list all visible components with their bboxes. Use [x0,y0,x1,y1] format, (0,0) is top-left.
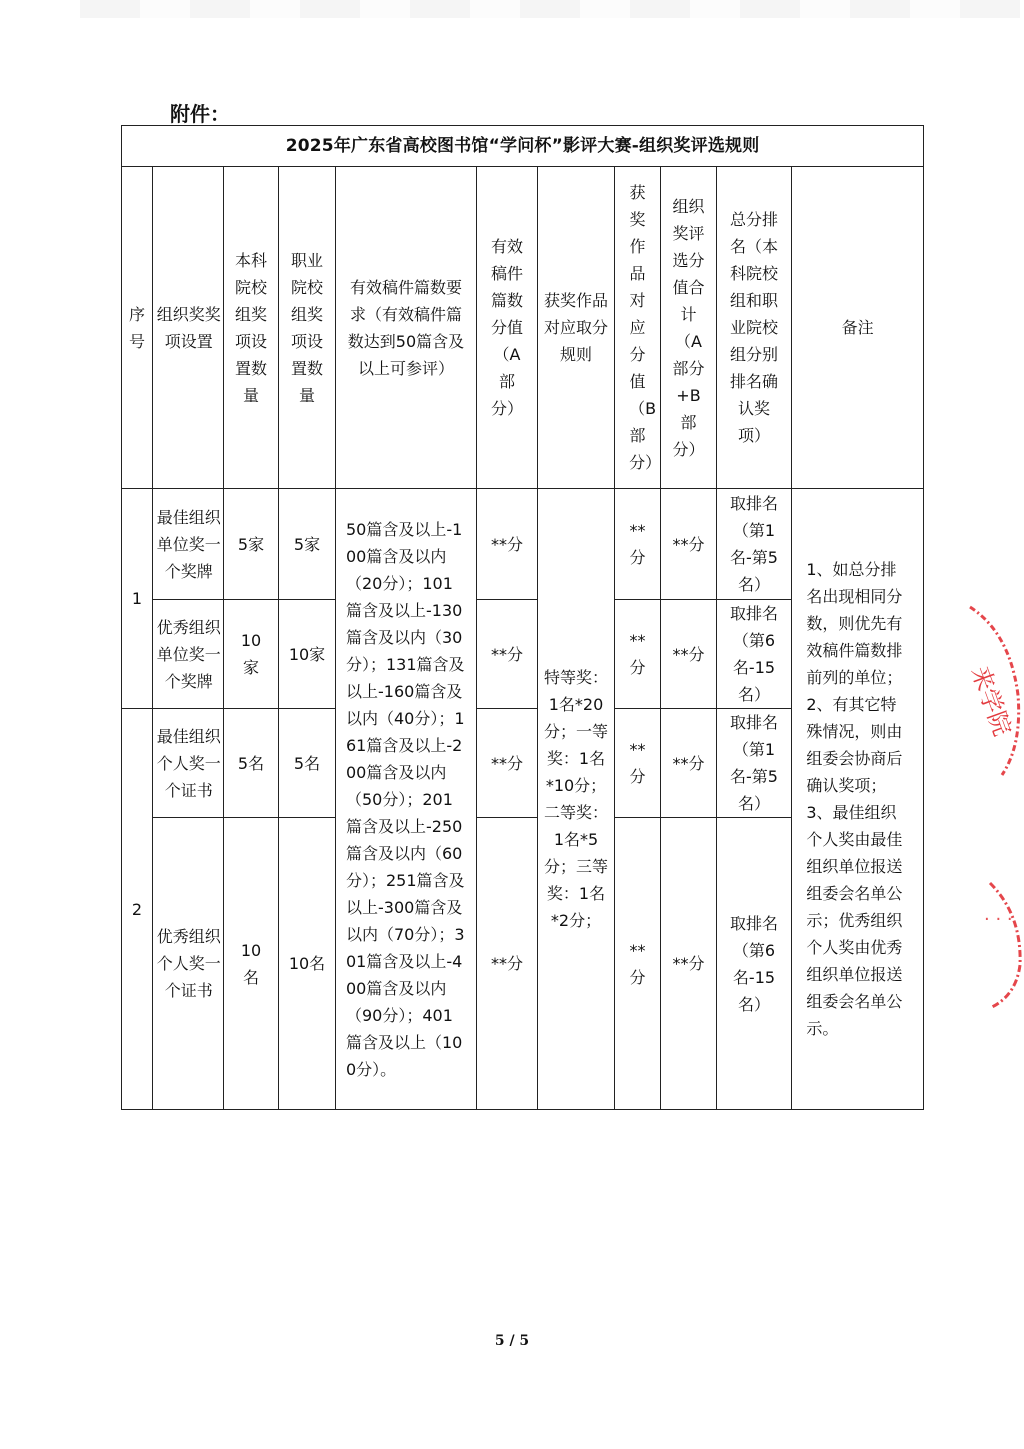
header-ranking: 总分排名（本科院校组和职业院校组分别排名确认奖项） [717,167,792,489]
undergrad-count: 5名 [224,709,279,818]
award-name: 最佳组织个人奖一个证书 [153,709,224,818]
table-row [122,489,924,600]
header-count-score: 有效稿件篇数分值（A部分） [477,167,538,489]
rule-text: 特等奖：1名*20分；一等奖：1名*10分；二等奖：1名*5分；三等奖：1名*2分； [538,489,615,1110]
total-score: **分 [661,818,717,1110]
header-undergrad-count: 本科院校组奖项设置数量 [224,167,279,489]
total-score: **分 [661,489,717,600]
undergrad-count: 10名 [224,818,279,1110]
header-prize-score: 获奖作品对应分值（B部分） [615,167,661,489]
total-score: **分 [661,709,717,818]
header-award: 组织奖奖项设置 [153,167,224,489]
header-remark: 备注 [792,167,924,489]
svg-text:来学院: 来学院 [965,662,1017,740]
award-rules-table [121,125,924,1110]
vocational-count: 5名 [279,709,336,818]
header-no: 序号 [122,167,153,489]
official-seal-stamp [940,585,1024,1025]
award-name: 优秀组织单位奖一个奖牌 [153,600,224,709]
remark-text: 1、如总分排名出现相同分数，则优先有效稿件篇数排前列的单位；2、有其它特殊情况，则由组委会协商后确认奖项；3、最佳组织个人奖由最佳组织单位报送组委会名单公示；优秀组织个人奖由优秀组织单位报送组委会名单公示。 [792,489,924,1110]
award-name: 优秀组织个人奖一个证书 [153,818,224,1110]
prize-score: **分 [615,818,661,1110]
vocational-count: 5家 [279,489,336,600]
ranking: 取排名（第6名-15名） [717,600,792,709]
header-requirement: 有效稿件篇数要求（有效稿件篇数达到50篇含及以上可参评） [336,167,477,489]
page-number: 5 / 5 [494,1333,530,1349]
header-rule: 获奖作品对应取分规则 [538,167,615,489]
header-total-score: 组织奖评选分值合计（A部分+B部分） [661,167,717,489]
table-title: 2025年广东省高校图书馆“学问杯”影评大赛-组织奖评选规则 [122,126,924,167]
group-no: 2 [122,709,153,1110]
vocational-count: 10名 [279,818,336,1110]
attachment-label: 附件： [170,102,230,126]
group-no: 1 [122,489,153,709]
ranking: 取排名（第6名-15名） [717,818,792,1110]
ranking: 取排名（第1名-第5名） [717,709,792,818]
prize-score: **分 [615,709,661,818]
count-score: **分 [477,709,538,818]
total-score: **分 [661,600,717,709]
award-name: 最佳组织单位奖一个奖牌 [153,489,224,600]
scan-artifact [80,0,1020,18]
prize-score: **分 [615,600,661,709]
ranking: 取排名（第1名-第5名） [717,489,792,600]
requirement-text: 50篇含及以上-100篇含及以内（20分）；101篇含及以上-130篇含及以内（30分）；131篇含及以上-160篇含及以内（40分）；161篇含及以上-200篇含及以内（50分）；201篇含及以上-250篇含及以内（60分）；251篇含及以上-300篇含及以内（70分）；301篇含及以上-400篇含及以内（90分）；401篇含及以上（100分）。 [336,489,477,1110]
prize-score: **分 [615,489,661,600]
count-score: **分 [477,818,538,1110]
vocational-count: 10家 [279,600,336,709]
undergrad-count: 5家 [224,489,279,600]
count-score: **分 [477,489,538,600]
count-score: **分 [477,600,538,709]
header-vocational-count: 职业院校组奖项设置数量 [279,167,336,489]
undergrad-count: 10家 [224,600,279,709]
svg-text:· · ·: · · · [984,909,1013,930]
